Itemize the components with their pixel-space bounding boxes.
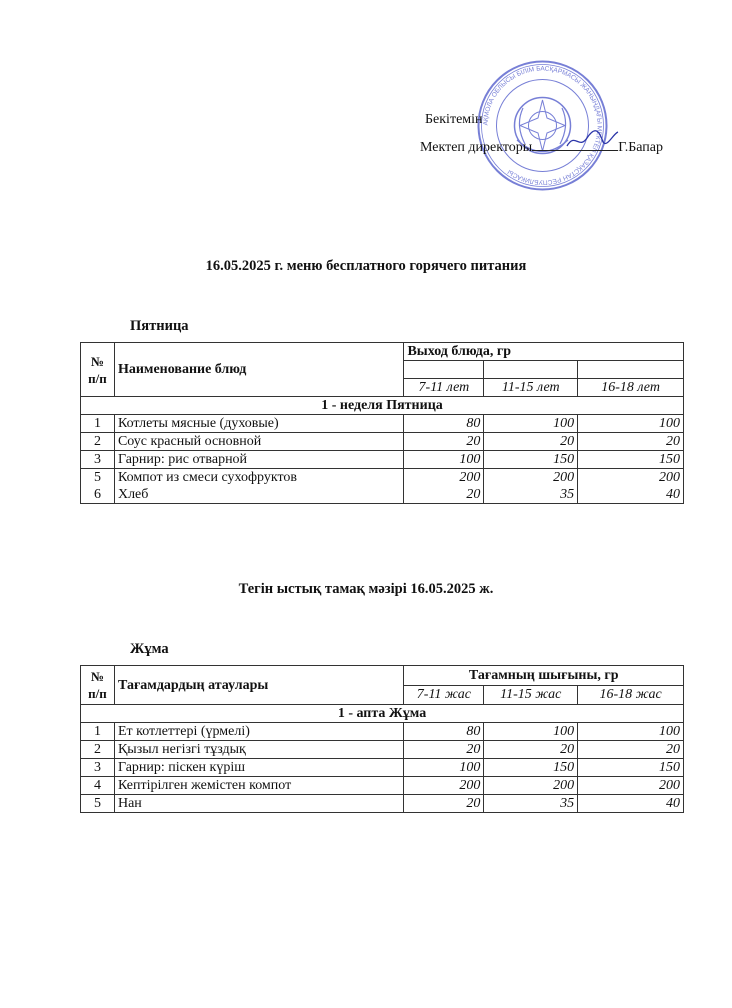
portion-11-15: 20: [484, 741, 578, 759]
portion-16-18: 20: [578, 741, 684, 759]
portion-7-11: 200: [404, 777, 484, 795]
portion-16-18-pair: [578, 469, 684, 504]
table-row: [81, 415, 684, 433]
ru-menu-table: [80, 342, 684, 504]
kz-day-label: Жұма: [130, 641, 169, 657]
portion-16-18: 150: [578, 451, 684, 469]
row-number-pair: [81, 469, 115, 504]
portion-7-11: 100: [404, 451, 484, 469]
portion-11-15: 200: [553, 470, 575, 485]
row-number: 3: [81, 759, 115, 777]
portion-11-15-pair: [484, 469, 578, 504]
ru-age-16-18: 16-18 лет: [578, 379, 684, 397]
director-label: Мектеп директоры: [420, 140, 533, 155]
portion-16-18: 100: [578, 415, 684, 433]
kz-menu-table: [80, 665, 684, 813]
portion-11-15: 100: [484, 415, 578, 433]
ru-week-label: 1 - неделя Пятница: [81, 397, 684, 415]
dish-name: Соус красный основной: [114, 433, 404, 451]
row-number: 1: [81, 415, 115, 433]
ru-day-label: Пятница: [130, 318, 189, 334]
portion-16-18: 40: [578, 795, 684, 813]
stamp-text: АҚМОЛА ОБЛЫСЫ БІЛІМ БАСҚАРМАСЫ ЖАНЫНДАҒЫ МЕКТЕП ҚАЗАҚСТАН РЕСПУБЛИКАСЫ: [482, 65, 603, 186]
table-row: [81, 451, 684, 469]
svg-text:АҚМОЛА ОБЛЫСЫ БІЛІМ БАСҚАРМАСЫ: [482, 65, 602, 185]
portion-7-11: 80: [404, 415, 484, 433]
kz-header-name: Тағамдардың атаулары: [114, 666, 403, 705]
portion-11-15: 150: [484, 451, 578, 469]
table-row: [81, 777, 684, 795]
portion-11-15: 150: [484, 759, 578, 777]
dish-name: Гарнир: піскен күріш: [114, 759, 403, 777]
dish-name: Котлеты мясные (духовые): [114, 415, 404, 433]
ru-menu-title: 16.05.2025 г. меню бесплатного горячего питания: [205, 258, 527, 274]
director-name: Г.Бапар: [618, 140, 664, 155]
row-number: 5: [81, 795, 115, 813]
table-row: [81, 723, 684, 741]
kz-week-label: 1 - апта Жұма: [81, 705, 684, 723]
dish-name: Хлеб: [117, 487, 149, 502]
dish-name: Компот из смеси сухофруктов: [117, 470, 298, 485]
portion-16-18: 40: [666, 487, 680, 502]
ru-header-output: Выход блюда, гр: [404, 343, 684, 361]
approval-label: Бекітемін: [425, 112, 483, 127]
portion-7-11: 20: [404, 433, 484, 451]
portion-7-11: 100: [404, 759, 484, 777]
dish-name: Ет котлеттері (үрмелі): [114, 723, 403, 741]
portion-7-11: 20: [404, 795, 484, 813]
portion-11-15: 100: [484, 723, 578, 741]
dish-name: Қызыл негізгі тұздық: [114, 741, 403, 759]
official-stamp: [475, 58, 610, 193]
row-number: 6: [93, 487, 101, 502]
dish-name: Нан: [114, 795, 403, 813]
ru-age-7-11: 7-11 лет: [404, 379, 484, 397]
portion-16-18: 200: [578, 777, 684, 795]
portion-16-18: 100: [578, 723, 684, 741]
portion-7-11: 80: [404, 723, 484, 741]
portion-16-18: 150: [578, 759, 684, 777]
table-row: [81, 759, 684, 777]
portion-16-18: 20: [578, 433, 684, 451]
ru-header-spacer: [404, 361, 484, 379]
table-row: [81, 741, 684, 759]
ru-header-num: № п/п: [81, 343, 115, 397]
ru-header-spacer: [578, 361, 684, 379]
ru-header-name: Наименование блюд: [114, 343, 404, 397]
table-row: [81, 433, 684, 451]
row-number: 4: [81, 777, 115, 795]
dish-name: Гарнир: рис отварной: [114, 451, 404, 469]
ru-age-11-15: 11-15 лет: [484, 379, 578, 397]
ru-header-spacer: [484, 361, 578, 379]
kz-age-7-11: 7-11 жас: [404, 685, 484, 705]
kz-age-11-15: 11-15 жас: [484, 685, 578, 705]
portion-11-15: 35: [484, 795, 578, 813]
row-number: 2: [81, 741, 115, 759]
table-row: [81, 469, 684, 504]
signature: [565, 128, 620, 150]
portion-7-11-pair: [404, 469, 484, 504]
portion-7-11: 20: [404, 741, 484, 759]
row-number: 1: [81, 723, 115, 741]
kz-header-output: Тағамның шығыны, гр: [404, 666, 684, 686]
row-number: 2: [81, 433, 115, 451]
kz-age-16-18: 16-18 жас: [578, 685, 684, 705]
portion-11-15: 20: [484, 433, 578, 451]
row-number: 5: [93, 470, 101, 485]
row-number: 3: [81, 451, 115, 469]
kz-header-num: № п/п: [81, 666, 115, 705]
dish-name-pair: [114, 469, 404, 504]
portion-7-11: 200: [459, 470, 481, 485]
portion-11-15: 200: [484, 777, 578, 795]
portion-16-18: 200: [659, 470, 680, 485]
director-line: [420, 138, 663, 156]
kz-menu-title: Тегін ыстық тамақ мәзірі 16.05.2025 ж.: [238, 581, 494, 597]
portion-11-15: 35: [560, 487, 575, 502]
portion-7-11: 20: [466, 487, 481, 502]
dish-name: Кептірілген жемістен компот: [114, 777, 403, 795]
table-row: [81, 795, 684, 813]
